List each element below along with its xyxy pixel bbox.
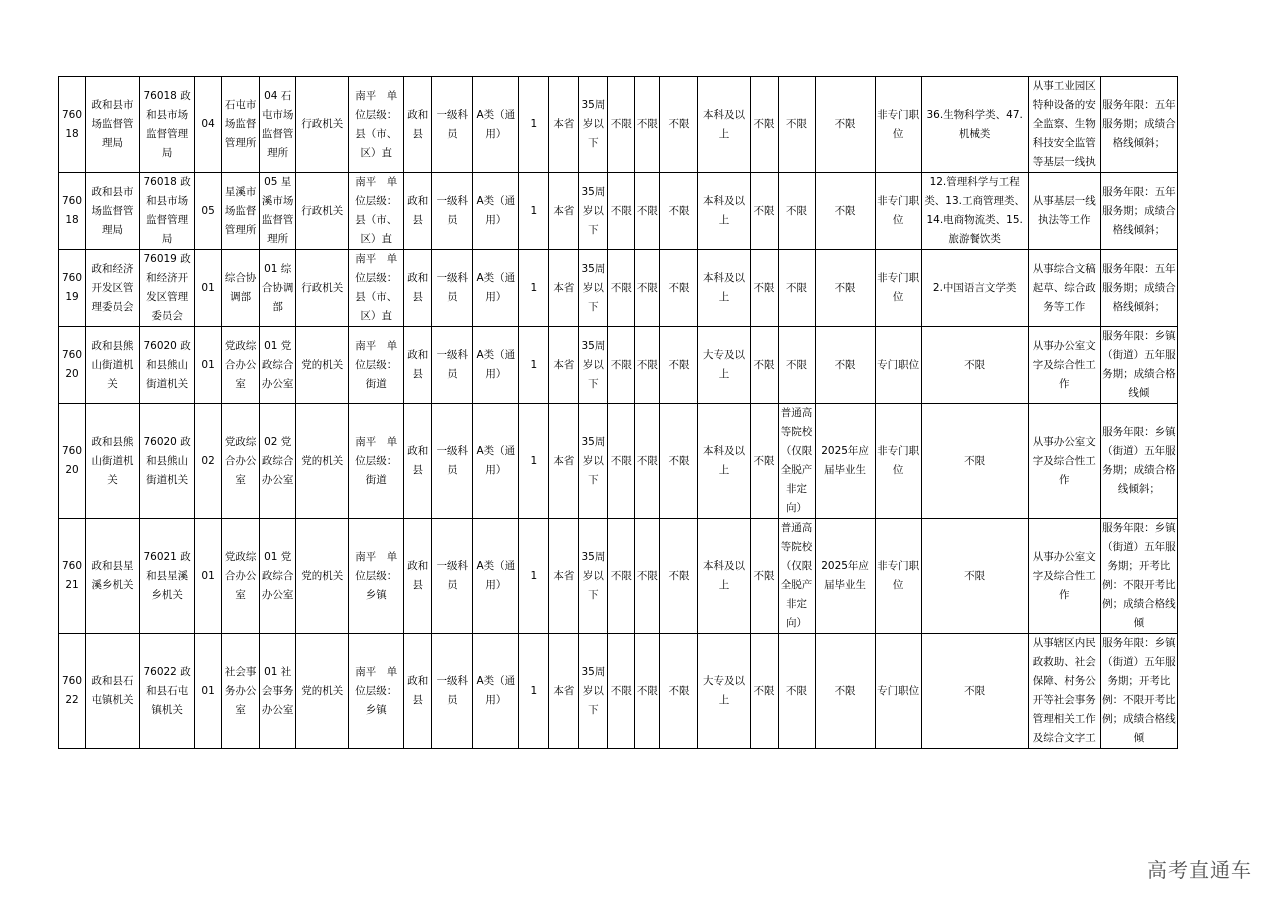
table-row [59, 327, 1178, 404]
job-description-cell: 从事办公室文字及综合性工作 [1028, 327, 1100, 404]
candidate-type-cell: 不限 [815, 77, 875, 173]
position-type-cell: 非专门职位 [875, 173, 921, 250]
position-code-cell: 01 [195, 519, 222, 634]
institution-requirement-cell: 不限 [778, 77, 815, 173]
education-requirement-cell: 本科及以上 [698, 77, 750, 173]
department-cell: 综合协调部 [222, 250, 260, 327]
position-code-cell: 02 [195, 404, 222, 519]
ethnicity-requirement-cell: 不限 [635, 173, 660, 250]
job-position-table [58, 76, 1178, 749]
major-requirement-cell: 不限 [921, 327, 1028, 404]
unit-code-name-cell: 76018 政和县市场监督管理局 [140, 173, 195, 250]
remarks-cell: 服务年限：乡镇（街道）五年服务期；成绩合格线倾 [1100, 327, 1177, 404]
position-title-cell: 一级科员 [432, 404, 473, 519]
table-row [59, 250, 1178, 327]
unit-level-cell: 南平 单位层级：县（市、区）直 [349, 250, 404, 327]
hiring-unit-cell: 政和经济开发区管理委员会 [86, 250, 140, 327]
position-code-name-cell: 01 党政综合办公室 [260, 327, 296, 404]
work-location-cell: 政和县 [404, 519, 432, 634]
work-location-cell: 政和县 [404, 77, 432, 173]
department-cell: 石屯市场监督管理所 [222, 77, 260, 173]
hiring-unit-cell: 政和县熊山街道机关 [86, 327, 140, 404]
ethnicity-requirement-cell: 不限 [635, 250, 660, 327]
position-type-cell: 非专门职位 [875, 77, 921, 173]
table-row [59, 404, 1178, 519]
position-code-name-cell: 02 党政综合办公室 [260, 404, 296, 519]
table-row [59, 634, 1178, 749]
remarks-cell: 服务年限：五年服务期；成绩合格线倾斜； [1100, 77, 1177, 173]
remarks-cell: 服务年限：五年服务期；成绩合格线倾斜； [1100, 173, 1177, 250]
gender-requirement-cell: 不限 [608, 77, 635, 173]
remarks-cell: 服务年限：乡镇（街道）五年服务期；开考比例：不限开考比例；成绩合格线倾 [1100, 519, 1177, 634]
position-title-cell: 一级科员 [432, 250, 473, 327]
position-code-name-cell: 01 党政综合办公室 [260, 519, 296, 634]
education-requirement-cell: 本科及以上 [698, 519, 750, 634]
job-description-cell: 从事基层一线执法等工作 [1028, 173, 1100, 250]
position-code-cell: 04 [195, 77, 222, 173]
exam-category-cell: A类（通用） [473, 404, 519, 519]
department-cell: 党政综合办公室 [222, 327, 260, 404]
age-requirement-cell: 35周岁以下 [579, 404, 608, 519]
exam-category-cell: A类（通用） [473, 173, 519, 250]
degree-requirement-cell: 不限 [750, 519, 778, 634]
education-requirement-cell: 大专及以上 [698, 634, 750, 749]
candidate-type-cell: 2025年应届毕业生 [815, 519, 875, 634]
unit-nature-cell: 行政机关 [296, 250, 349, 327]
age-requirement-cell: 35周岁以下 [579, 77, 608, 173]
unit-code-name-cell: 76018 政和县市场监督管理局 [140, 77, 195, 173]
remarks-cell: 服务年限：五年服务期；成绩合格线倾斜； [1100, 250, 1177, 327]
candidate-type-cell: 不限 [815, 634, 875, 749]
headcount-cell: 1 [519, 77, 549, 173]
exam-category-cell: A类（通用） [473, 519, 519, 634]
position-code-name-cell: 01 综合协调部 [260, 250, 296, 327]
household-registration-cell: 本省 [549, 250, 579, 327]
institution-requirement-cell: 不限 [778, 173, 815, 250]
ethnicity-requirement-cell: 不限 [635, 327, 660, 404]
exam-category-cell: A类（通用） [473, 327, 519, 404]
gender-requirement-cell: 不限 [608, 519, 635, 634]
degree-requirement-cell: 不限 [750, 77, 778, 173]
remarks-cell: 服务年限：乡镇（街道）五年服务期；成绩合格线倾斜； [1100, 404, 1177, 519]
degree-requirement-cell: 不限 [750, 250, 778, 327]
gender-requirement-cell: 不限 [608, 404, 635, 519]
unit-nature-cell: 党的机关 [296, 404, 349, 519]
position-unit-code-cell: 76019 [59, 250, 86, 327]
job-description-cell: 从事办公室文字及综合性工作 [1028, 519, 1100, 634]
gender-requirement-cell: 不限 [608, 250, 635, 327]
unit-nature-cell: 党的机关 [296, 519, 349, 634]
political-status-cell: 不限 [660, 404, 698, 519]
work-location-cell: 政和县 [404, 634, 432, 749]
position-code-cell: 01 [195, 634, 222, 749]
institution-requirement-cell: 不限 [778, 327, 815, 404]
position-unit-code-cell: 76020 [59, 404, 86, 519]
table-row [59, 519, 1178, 634]
age-requirement-cell: 35周岁以下 [579, 519, 608, 634]
job-description-cell: 从事辖区内民政救助、社会保障、村务公开等社会事务管理相关工作及综合文字工 [1028, 634, 1100, 749]
political-status-cell: 不限 [660, 327, 698, 404]
ethnicity-requirement-cell: 不限 [635, 77, 660, 173]
ethnicity-requirement-cell: 不限 [635, 634, 660, 749]
job-description-cell: 从事办公室文字及综合性工作 [1028, 404, 1100, 519]
position-unit-code-cell: 76018 [59, 77, 86, 173]
hiring-unit-cell: 政和县熊山街道机关 [86, 404, 140, 519]
degree-requirement-cell: 不限 [750, 327, 778, 404]
position-title-cell: 一级科员 [432, 634, 473, 749]
major-requirement-cell: 不限 [921, 634, 1028, 749]
age-requirement-cell: 35周岁以下 [579, 327, 608, 404]
political-status-cell: 不限 [660, 519, 698, 634]
position-type-cell: 非专门职位 [875, 404, 921, 519]
unit-code-name-cell: 76020 政和县熊山街道机关 [140, 327, 195, 404]
degree-requirement-cell: 不限 [750, 173, 778, 250]
major-requirement-cell: 12.管理科学与工程类、13.工商管理类、14.电商物流类、15.旅游餐饮类 [921, 173, 1028, 250]
gender-requirement-cell: 不限 [608, 634, 635, 749]
position-unit-code-cell: 76018 [59, 173, 86, 250]
position-type-cell: 非专门职位 [875, 250, 921, 327]
unit-level-cell: 南平 单位层级：乡镇 [349, 519, 404, 634]
table-body [59, 77, 1178, 749]
household-registration-cell: 本省 [549, 173, 579, 250]
political-status-cell: 不限 [660, 634, 698, 749]
major-requirement-cell: 不限 [921, 519, 1028, 634]
headcount-cell: 1 [519, 173, 549, 250]
headcount-cell: 1 [519, 250, 549, 327]
work-location-cell: 政和县 [404, 250, 432, 327]
position-code-cell: 01 [195, 327, 222, 404]
headcount-cell: 1 [519, 327, 549, 404]
position-type-cell: 非专门职位 [875, 519, 921, 634]
unit-level-cell: 南平 单位层级：街道 [349, 404, 404, 519]
household-registration-cell: 本省 [549, 634, 579, 749]
unit-code-name-cell: 76022 政和县石屯镇机关 [140, 634, 195, 749]
position-unit-code-cell: 76021 [59, 519, 86, 634]
headcount-cell: 1 [519, 634, 549, 749]
position-type-cell: 专门职位 [875, 327, 921, 404]
institution-requirement-cell: 普通高等院校（仅限全脱产非定向） [778, 404, 815, 519]
institution-requirement-cell: 普通高等院校（仅限全脱产非定向） [778, 519, 815, 634]
department-cell: 党政综合办公室 [222, 404, 260, 519]
degree-requirement-cell: 不限 [750, 404, 778, 519]
major-requirement-cell: 36.生物科学类、47.机械类 [921, 77, 1028, 173]
table-row [59, 77, 1178, 173]
institution-requirement-cell: 不限 [778, 634, 815, 749]
job-description-cell: 从事综合文稿起草、综合政务等工作 [1028, 250, 1100, 327]
position-code-name-cell: 01 社会事务办公室 [260, 634, 296, 749]
position-code-cell: 01 [195, 250, 222, 327]
position-type-cell: 专门职位 [875, 634, 921, 749]
major-requirement-cell: 2.中国语言文学类 [921, 250, 1028, 327]
household-registration-cell: 本省 [549, 77, 579, 173]
position-title-cell: 一级科员 [432, 519, 473, 634]
age-requirement-cell: 35周岁以下 [579, 173, 608, 250]
political-status-cell: 不限 [660, 77, 698, 173]
remarks-cell: 服务年限：乡镇（街道）五年服务期；开考比例：不限开考比例；成绩合格线倾 [1100, 634, 1177, 749]
unit-level-cell: 南平 单位层级：县（市、区）直 [349, 77, 404, 173]
headcount-cell: 1 [519, 404, 549, 519]
position-title-cell: 一级科员 [432, 173, 473, 250]
department-cell: 社会事务办公室 [222, 634, 260, 749]
position-title-cell: 一级科员 [432, 77, 473, 173]
age-requirement-cell: 35周岁以下 [579, 634, 608, 749]
gender-requirement-cell: 不限 [608, 327, 635, 404]
major-requirement-cell: 不限 [921, 404, 1028, 519]
hiring-unit-cell: 政和县石屯镇机关 [86, 634, 140, 749]
unit-level-cell: 南平 单位层级：街道 [349, 327, 404, 404]
work-location-cell: 政和县 [404, 173, 432, 250]
education-requirement-cell: 本科及以上 [698, 404, 750, 519]
table-row [59, 173, 1178, 250]
household-registration-cell: 本省 [549, 519, 579, 634]
age-requirement-cell: 35周岁以下 [579, 250, 608, 327]
ethnicity-requirement-cell: 不限 [635, 519, 660, 634]
degree-requirement-cell: 不限 [750, 634, 778, 749]
hiring-unit-cell: 政和县市场监督管理局 [86, 173, 140, 250]
unit-level-cell: 南平 单位层级：县（市、区）直 [349, 173, 404, 250]
education-requirement-cell: 本科及以上 [698, 173, 750, 250]
education-requirement-cell: 本科及以上 [698, 250, 750, 327]
household-registration-cell: 本省 [549, 404, 579, 519]
hiring-unit-cell: 政和县市场监督管理局 [86, 77, 140, 173]
department-cell: 党政综合办公室 [222, 519, 260, 634]
candidate-type-cell: 不限 [815, 250, 875, 327]
position-unit-code-cell: 76020 [59, 327, 86, 404]
education-requirement-cell: 大专及以上 [698, 327, 750, 404]
institution-requirement-cell: 不限 [778, 250, 815, 327]
gender-requirement-cell: 不限 [608, 173, 635, 250]
position-title-cell: 一级科员 [432, 327, 473, 404]
unit-nature-cell: 行政机关 [296, 77, 349, 173]
department-cell: 星溪市场监督管理所 [222, 173, 260, 250]
political-status-cell: 不限 [660, 173, 698, 250]
ethnicity-requirement-cell: 不限 [635, 404, 660, 519]
job-description-cell: 从事工业园区特种设备的安全监察、生物科技安全监管等基层一线执 [1028, 77, 1100, 173]
position-code-name-cell: 04 石屯市场监督管理所 [260, 77, 296, 173]
household-registration-cell: 本省 [549, 327, 579, 404]
unit-level-cell: 南平 单位层级：乡镇 [349, 634, 404, 749]
work-location-cell: 政和县 [404, 404, 432, 519]
exam-category-cell: A类（通用） [473, 77, 519, 173]
unit-nature-cell: 行政机关 [296, 173, 349, 250]
position-unit-code-cell: 76022 [59, 634, 86, 749]
headcount-cell: 1 [519, 519, 549, 634]
political-status-cell: 不限 [660, 250, 698, 327]
candidate-type-cell: 不限 [815, 327, 875, 404]
unit-nature-cell: 党的机关 [296, 634, 349, 749]
position-code-name-cell: 05 星溪市场监督管理所 [260, 173, 296, 250]
exam-category-cell: A类（通用） [473, 634, 519, 749]
work-location-cell: 政和县 [404, 327, 432, 404]
watermark-text: 高考直通车 [1147, 858, 1252, 882]
unit-nature-cell: 党的机关 [296, 327, 349, 404]
hiring-unit-cell: 政和县星溪乡机关 [86, 519, 140, 634]
unit-code-name-cell: 76021 政和县星溪乡机关 [140, 519, 195, 634]
candidate-type-cell: 2025年应届毕业生 [815, 404, 875, 519]
unit-code-name-cell: 76019 政和经济开发区管理委员会 [140, 250, 195, 327]
unit-code-name-cell: 76020 政和县熊山街道机关 [140, 404, 195, 519]
candidate-type-cell: 不限 [815, 173, 875, 250]
position-code-cell: 05 [195, 173, 222, 250]
exam-category-cell: A类（通用） [473, 250, 519, 327]
